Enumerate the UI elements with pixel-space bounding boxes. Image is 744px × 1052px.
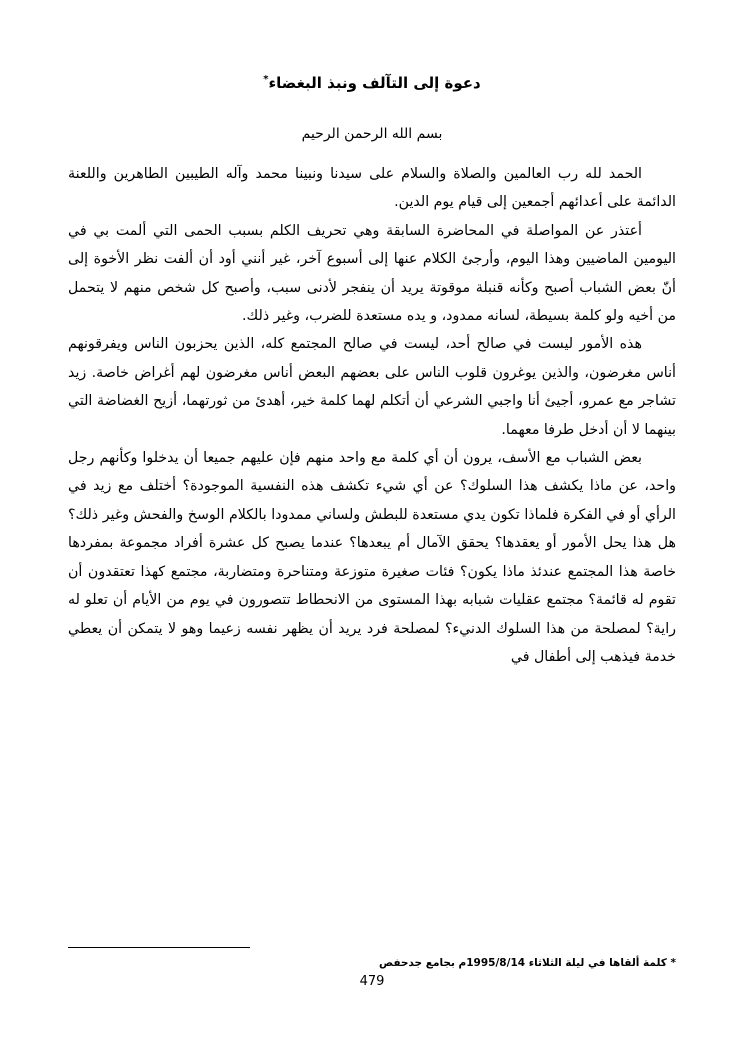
footnote: * كلمة ألقاها في ليلة الثلاثاء 1995/8/14م بجامع جدحفص [379,957,676,969]
paragraph: هذه الأمور ليست في صالح أحد، ليست في صالح المجتمع كله، الذين يحزبون الناس ويفرقونهم أناس مغرضون، والذين يوغرون قلوب الناس على بعضهم البعض أناس مغرضون لهم أغراض خاصة. زيد تشاجر مع عمرو، أجيئ أنا واجبي الشرعي أن أتكلم لهما كلمة خير، أهدئ من ثورتهما، أزيح الغضاضة التي بينهما لا أن أدخل طرفا معهما. [68,336,676,438]
basmala: بسم الله الرحمن الرحيم [301,126,443,142]
paragraph: الحمد لله رب العالمين والصلاة والسلام على سيدنا ونبينا محمد وآله الطيبين الطاهرين واللعنة الدائمة على أعدائهم أجمعين إلى قيام يوم الدين. [68,166,676,211]
footnote-marker: * [263,74,269,85]
page-title [0,74,744,92]
title-text: دعوة إلى التآلف ونبذ البغضاء [268,74,481,92]
page-number: 479 [359,974,385,989]
paragraph: بعض الشباب مع الأسف، يرون أن أي كلمة مع واحد منهم فإن عليهم جميعا أن يدخلوا وكأنهم رجل واحد، عن ماذا يكشف هذا السلوك؟ عن أي شيء تكشف هذه النفسية الموجودة؟ أختلف مع زيد في الرأي أو في الفكرة فلماذا تكون يدي مستعدة للبطش ولساني ممدودا بالكلام الوسخ والفحش وغير ذلك؟ هل هذا يحل الأمور أو يعقدها؟ يحقق الآمال أم يبعدها؟ عندما يصبح كل عشرة أفراد مجموعة بمفردها خاصة هذا المجتمع عندئذ ماذا يكون؟ فئات صغيرة متوزعة ومتناحرة ومتضاربة، مجتمع كهذا تعتقدون أن تقوم له قائمة؟ مجتمع عقليات شبابه بهذا المستوى من الانحطاط تتصورون في يوم من الأيام أن تعلو له راية؟ لمصلحة من هذا السلوك الدنيء؟ لمصلحة فرد يريد أن يظهر نفسه زعيما وهو لا يتمكن أن يعطي خدمة فيذهب إلى أطفال في [68,450,676,665]
paragraph: أعتذر عن المواصلة في المحاضرة السابقة وهي تحريف الكلم بسبب الحمى التي ألمت بي في اليومين الماضيين وهذا اليوم، وأرجئ الكلام عنها إلى أسبوع آخر، غير أنني أود أن ألفت نظر الأخوة إلى أنّ بعض الشباب أصبح وكأنه قنبلة موقوتة يريد أن ينفجر لأدنى سبب، وأصبح كل شخص منهم لا يتحمل من أخيه ولو كلمة بسيطة، لسانه ممدود، و يده مستعدة للضرب، وغير ذلك. [68,222,676,325]
body-text [68,160,676,671]
footnote-separator [68,947,250,948]
